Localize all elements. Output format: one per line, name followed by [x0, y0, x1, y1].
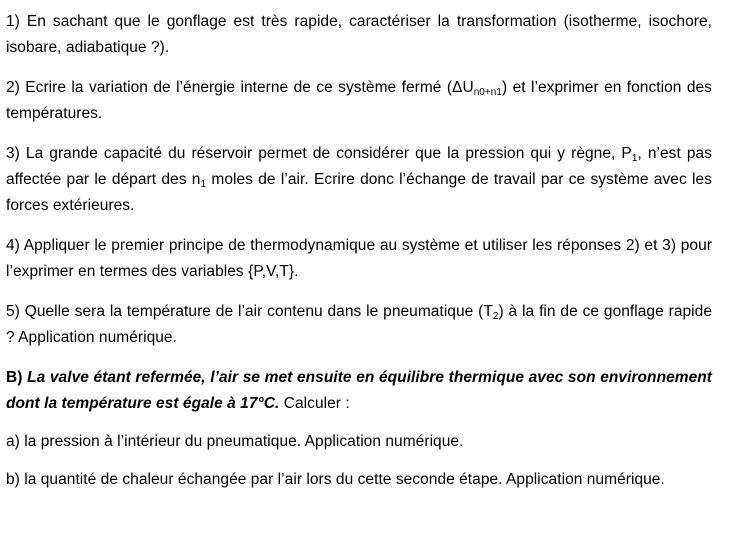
part-b-item-a-text: a) la pression à l’intérieur du pneumatique. Application numérique. — [6, 433, 464, 450]
question-3-text-middle: , n’est pas affectée par le départ des n — [6, 145, 713, 188]
part-b-statement — [6, 365, 712, 417]
question-2-text-before: 2) Ecrire la variation de l’énergie interne de ce système fermé (ΔU — [6, 79, 474, 96]
question-5 — [6, 299, 712, 351]
question-3-text-before: 3) La grande capacité du réservoir permet de considérer que la pression qui y règne, P — [6, 145, 632, 162]
question-2 — [6, 75, 712, 127]
question-1-text: 1) En sachant que le gonflage est très rapide, caractériser la transformation (isotherme, isochore, isobare, adiabatique ?). — [6, 13, 712, 56]
question-2-subscript: n0+n1 — [473, 87, 503, 98]
question-5-text-before: 5) Quelle sera la température de l’air contenu dans le pneumatique (T — [6, 303, 493, 320]
part-b-label: B) — [6, 369, 23, 386]
part-b-item-b-text: b) la quantité de chaleur échangée par l’air lors du cette seconde étape. Application numérique. — [6, 471, 665, 488]
question-5-subscript: 2 — [492, 311, 499, 322]
question-2-text-after: ) et l’exprimer en fonction des températures. — [6, 79, 712, 122]
part-b-item-a — [6, 429, 712, 455]
question-4-text: 4) Appliquer le premier principe de thermodynamique au système et utiliser les réponses 2) et 3) pour l’exprimer en termes des variables {P,V,T}. — [6, 237, 712, 280]
question-5-text-after: ) à la fin de ce gonflage rapide ? Application numérique. — [6, 303, 712, 346]
question-3-text-after: moles de l’air. Ecrire donc l’échange de travail par ce système avec les forces extérieures. — [6, 171, 712, 214]
question-3-moles-subscript: 1 — [200, 179, 207, 190]
question-1 — [6, 9, 712, 61]
question-3-pressure-subscript: 1 — [631, 153, 638, 164]
part-b-statement-text: La valve étant refermée, l’air se met ensuite en équilibre thermique avec son environnement dont la température est égale à 17°C. — [6, 369, 712, 412]
part-b-item-b — [6, 467, 712, 493]
part-b-instruction: Calculer : — [279, 395, 350, 412]
question-4 — [6, 233, 712, 285]
question-3 — [6, 141, 712, 219]
